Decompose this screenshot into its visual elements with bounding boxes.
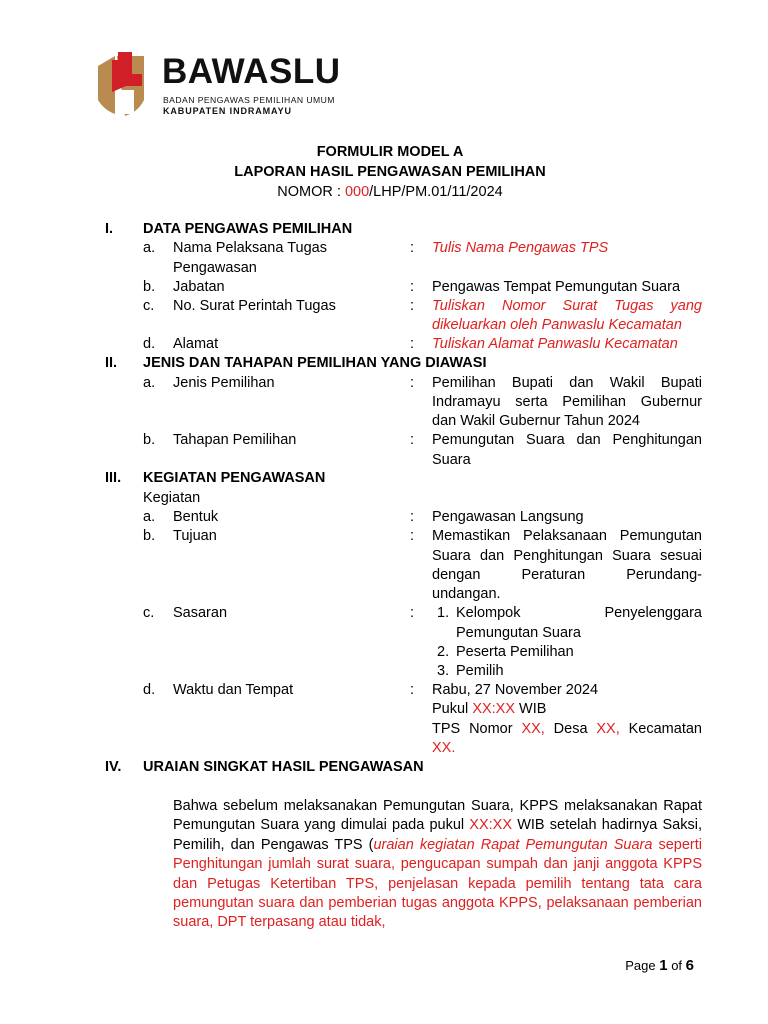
s3-c-label: Sasaran: [173, 605, 228, 621]
s1-a-label-cont: Pengawasan: [173, 260, 257, 276]
s3-b-value: Memastikan Pelaksanaan Pemungutan: [432, 528, 702, 544]
s1-d-letter: d.: [143, 336, 156, 352]
s3-a-letter: a.: [143, 509, 156, 525]
section-4-title: URAIAN SINGKAT HASIL PENGAWASAN: [143, 759, 424, 775]
colon: :: [410, 279, 415, 295]
s1-b-label: Jabatan: [173, 279, 225, 295]
s3-d-place: TPS Nomor XX, Desa XX, Kecamatan: [432, 721, 702, 737]
s3-b-value-cont2: dengan Peraturan Perundang-: [432, 567, 702, 583]
s1-a-letter: a.: [143, 240, 156, 256]
s3-d-letter: d.: [143, 682, 156, 698]
s3-b-label: Tujuan: [173, 528, 217, 544]
colon: :: [410, 682, 415, 698]
target-item-number: 1.: [437, 605, 450, 621]
section-2-number: II.: [105, 355, 118, 371]
form-title: FORMULIR MODEL A: [316, 144, 464, 160]
s3-b-letter: b.: [143, 528, 156, 544]
colon: :: [410, 509, 415, 525]
s2-b-letter: b.: [143, 432, 156, 448]
colon: :: [410, 336, 415, 352]
s1-a-value: Tulis Nama Pengawas TPS: [432, 240, 609, 256]
target-item: Kelompok Penyelenggara: [456, 605, 702, 621]
section-1-title: DATA PENGAWAS PEMILIHAN: [143, 221, 353, 237]
section-4-number: IV.: [105, 759, 122, 775]
s1-c-letter: c.: [143, 298, 155, 314]
s3-b-value-cont: Suara dan Penghitungan Suara sesuai: [432, 548, 702, 564]
s2-b-value-cont: Suara: [432, 452, 471, 468]
target-item: Pemilih: [456, 663, 504, 679]
brand-subtitle: BADAN PENGAWAS PEMILIHAN UMUM: [163, 95, 335, 105]
s3-b-value-end: undangan.: [432, 586, 501, 602]
report-number: NOMOR : 000/LHP/PM.01/11/2024: [277, 184, 503, 200]
colon: :: [410, 432, 415, 448]
brand-region: KABUPATEN INDRAMAYU: [163, 106, 292, 116]
s3-d-time: Pukul XX:XX WIB: [432, 701, 547, 717]
s2-b-value: Pemungutan Suara dan Penghitungan: [432, 432, 702, 448]
section-3-title: KEGIATAN PENGAWASAN: [143, 470, 326, 486]
summary-paragraph: Bahwa sebelum melaksanakan Pemungutan Suara, KPPS melaksanakan Rapat Pemungutan Suara yang dimulai pada pukul XX:XX WIB setelah hadirnya Saksi, Pemilih, dan Pengawas TPS (uraian kegiatan Rapat Pemungutan Suara seperti Penghitungan jumlah surat suara, pengucapan sumpah dan janji anggota KPPS dan Petugas Ketertiban TPS, penjelasan kepada pemilih tentang tata cara pemungutan suara dan pemberian tugas anggota KPPS, pelaksanaan pemberian suara, DPT terpasang atau tidak,: [173, 798, 702, 931]
section-3-number: III.: [105, 470, 122, 486]
s1-c-label: No. Surat Perintah Tugas: [173, 298, 336, 314]
s2-a-value: Pemilihan Bupati dan Wakil Bupati: [432, 375, 702, 391]
s1-c-value-cont: dikeluarkan oleh Panwaslu Kecamatan: [432, 317, 682, 333]
brand-name: BAWASLU: [162, 52, 341, 91]
s3-d-date: Rabu, 27 November 2024: [432, 682, 599, 698]
target-item-number: 3.: [437, 663, 450, 679]
target-item: Peserta Pemilihan: [456, 644, 574, 660]
s2-a-label: Jenis Pemilihan: [173, 375, 275, 391]
s1-b-letter: b.: [143, 279, 156, 295]
s3-c-letter: c.: [143, 605, 155, 621]
s3-kegiatan-label: Kegiatan: [143, 490, 201, 506]
colon: :: [410, 528, 415, 544]
s1-d-value: Tuliskan Alamat Panwaslu Kecamatan: [432, 336, 678, 352]
s2-b-label: Tahapan Pemilihan: [173, 432, 297, 448]
s1-c-value: Tuliskan Nomor Surat Tugas yang: [432, 298, 702, 314]
colon: :: [410, 240, 415, 256]
s2-a-value-end: dan Wakil Gubernur Tahun 2024: [432, 413, 640, 429]
colon: :: [410, 605, 415, 621]
s2-a-letter: a.: [143, 375, 156, 391]
s1-d-label: Alamat: [173, 336, 219, 352]
s3-d-place-cont: XX.: [432, 740, 456, 756]
target-item-cont: Pemungutan Suara: [456, 625, 581, 641]
target-item-number: 2.: [437, 644, 450, 660]
s3-d-label: Waktu dan Tempat: [173, 682, 294, 698]
colon: :: [410, 298, 415, 314]
colon: :: [410, 375, 415, 391]
page-indicator: Page 1 of 6: [625, 957, 694, 974]
s2-a-value-cont: Indramayu serta Pemilihan Gubernur: [432, 394, 702, 410]
s3-a-label: Bentuk: [173, 509, 219, 525]
s1-a-label: Nama Pelaksana Tugas: [173, 240, 327, 256]
report-title: LAPORAN HASIL PENGAWASAN PEMILIHAN: [234, 164, 546, 180]
section-1-number: I.: [105, 221, 114, 237]
s1-b-value: Pengawas Tempat Pemungutan Suara: [432, 279, 681, 295]
s3-a-value: Pengawasan Langsung: [432, 509, 584, 525]
report-number-placeholder: 000: [344, 184, 370, 200]
section-2-title: JENIS DAN TAHAPAN PEMILIHAN YANG DIAWASI: [143, 355, 487, 371]
